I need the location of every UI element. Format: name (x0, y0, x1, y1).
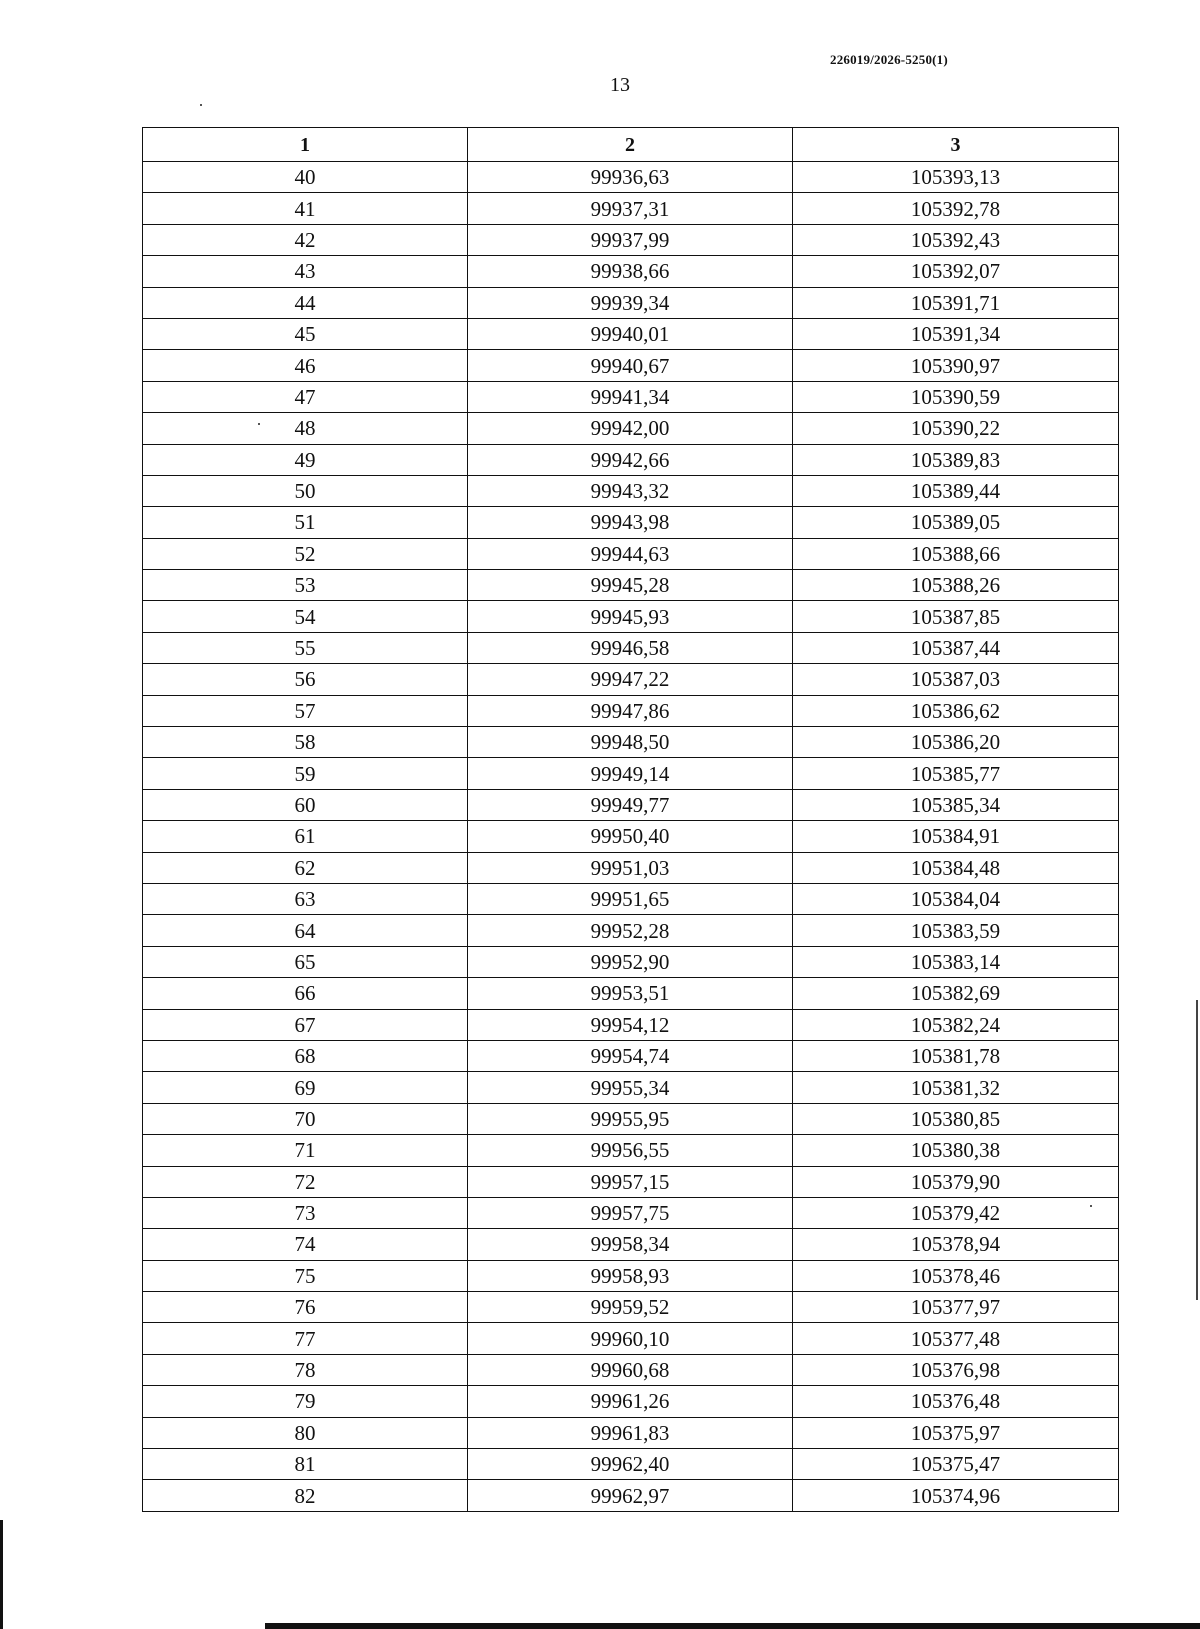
table-row (143, 978, 1119, 1009)
x-coordinate-cell: 99954,12 (468, 1009, 793, 1040)
table-row (143, 1292, 1119, 1323)
y-coordinate-cell: 105387,85 (793, 601, 1119, 632)
table-row (143, 1072, 1119, 1103)
y-coordinate-cell: 105380,85 (793, 1103, 1119, 1134)
y-coordinate-cell: 105381,32 (793, 1072, 1119, 1103)
table-row (143, 256, 1119, 287)
scan-edge-left (0, 1520, 3, 1629)
y-coordinate-cell: 105379,42 (793, 1197, 1119, 1228)
x-coordinate-cell: 99962,40 (468, 1449, 793, 1480)
y-coordinate-cell: 105386,62 (793, 695, 1119, 726)
point-number-cell: 43 (143, 256, 468, 287)
y-coordinate-cell: 105392,43 (793, 224, 1119, 255)
y-coordinate-cell: 105389,05 (793, 507, 1119, 538)
y-coordinate-cell: 105390,59 (793, 381, 1119, 412)
x-coordinate-cell: 99945,28 (468, 570, 793, 601)
point-number-cell: 70 (143, 1103, 468, 1134)
x-coordinate-cell: 99949,77 (468, 789, 793, 820)
point-number-cell: 51 (143, 507, 468, 538)
point-number-cell: 62 (143, 852, 468, 883)
x-coordinate-cell: 99953,51 (468, 978, 793, 1009)
scan-edge-bottom (265, 1623, 1200, 1629)
table-row (143, 789, 1119, 820)
y-coordinate-cell: 105376,48 (793, 1386, 1119, 1417)
x-coordinate-cell: 99952,28 (468, 915, 793, 946)
table-header (143, 128, 1119, 162)
y-coordinate-cell: 105386,20 (793, 727, 1119, 758)
point-number-cell: 57 (143, 695, 468, 726)
point-number-cell: 40 (143, 162, 468, 193)
point-number-cell: 79 (143, 1386, 468, 1417)
scan-speck (258, 423, 260, 425)
x-coordinate-cell: 99958,34 (468, 1229, 793, 1260)
y-coordinate-cell: 105383,59 (793, 915, 1119, 946)
table-body (143, 162, 1119, 1512)
table-row (143, 852, 1119, 883)
table-row (143, 1417, 1119, 1448)
point-number-cell: 60 (143, 789, 468, 820)
document-reference-number: 226019/2026-5250(1) (830, 52, 948, 67)
y-coordinate-cell: 105378,94 (793, 1229, 1119, 1260)
x-coordinate-cell: 99936,63 (468, 162, 793, 193)
page-number: 13 (610, 74, 630, 96)
x-coordinate-cell: 99938,66 (468, 256, 793, 287)
table-row (143, 193, 1119, 224)
y-coordinate-cell: 105377,97 (793, 1292, 1119, 1323)
point-number-cell: 49 (143, 444, 468, 475)
x-coordinate-cell: 99955,34 (468, 1072, 793, 1103)
point-number-cell: 54 (143, 601, 468, 632)
y-coordinate-cell: 105391,71 (793, 287, 1119, 318)
table-row (143, 821, 1119, 852)
y-coordinate-cell: 105384,04 (793, 883, 1119, 914)
table-row (143, 946, 1119, 977)
y-coordinate-cell: 105392,78 (793, 193, 1119, 224)
point-number-cell: 73 (143, 1197, 468, 1228)
x-coordinate-cell: 99939,34 (468, 287, 793, 318)
point-number-cell: 46 (143, 350, 468, 381)
x-coordinate-cell: 99960,68 (468, 1354, 793, 1385)
x-coordinate-cell: 99942,00 (468, 413, 793, 444)
y-coordinate-cell: 105387,03 (793, 664, 1119, 695)
y-coordinate-cell: 105393,13 (793, 162, 1119, 193)
table-row (143, 695, 1119, 726)
table-row (143, 318, 1119, 349)
table-row (143, 1103, 1119, 1134)
table-row (143, 162, 1119, 193)
x-coordinate-cell: 99950,40 (468, 821, 793, 852)
scan-speck (200, 104, 202, 106)
coordinates-table (142, 127, 1119, 1512)
point-number-cell: 41 (143, 193, 468, 224)
point-number-cell: 66 (143, 978, 468, 1009)
table-row (143, 1135, 1119, 1166)
y-coordinate-cell: 105385,34 (793, 789, 1119, 820)
x-coordinate-cell: 99937,99 (468, 224, 793, 255)
point-number-cell: 82 (143, 1480, 468, 1511)
table-row (143, 758, 1119, 789)
x-coordinate-cell: 99961,83 (468, 1417, 793, 1448)
point-number-cell: 48 (143, 413, 468, 444)
table-row (143, 475, 1119, 506)
point-number-cell: 53 (143, 570, 468, 601)
y-coordinate-cell: 105384,91 (793, 821, 1119, 852)
x-coordinate-cell: 99960,10 (468, 1323, 793, 1354)
x-coordinate-cell: 99940,67 (468, 350, 793, 381)
x-coordinate-cell: 99947,22 (468, 664, 793, 695)
x-coordinate-cell: 99949,14 (468, 758, 793, 789)
x-coordinate-cell: 99943,98 (468, 507, 793, 538)
x-coordinate-cell: 99957,15 (468, 1166, 793, 1197)
table-row (143, 915, 1119, 946)
table-row (143, 1040, 1119, 1071)
y-coordinate-cell: 105388,26 (793, 570, 1119, 601)
point-number-cell: 64 (143, 915, 468, 946)
table-row (143, 1009, 1119, 1040)
x-coordinate-cell: 99940,01 (468, 318, 793, 349)
x-coordinate-cell: 99961,26 (468, 1386, 793, 1417)
y-coordinate-cell: 105379,90 (793, 1166, 1119, 1197)
point-number-cell: 44 (143, 287, 468, 318)
y-coordinate-cell: 105376,98 (793, 1354, 1119, 1385)
point-number-cell: 81 (143, 1449, 468, 1480)
y-coordinate-cell: 105392,07 (793, 256, 1119, 287)
table-row (143, 1229, 1119, 1260)
x-coordinate-cell: 99954,74 (468, 1040, 793, 1071)
y-coordinate-cell: 105390,97 (793, 350, 1119, 381)
point-number-cell: 76 (143, 1292, 468, 1323)
x-coordinate-cell: 99955,95 (468, 1103, 793, 1134)
table-header-row (143, 128, 1119, 162)
table-row (143, 883, 1119, 914)
table-row (143, 601, 1119, 632)
x-coordinate-cell: 99944,63 (468, 538, 793, 569)
y-coordinate-cell: 105385,77 (793, 758, 1119, 789)
y-coordinate-cell: 105391,34 (793, 318, 1119, 349)
x-coordinate-cell: 99937,31 (468, 193, 793, 224)
y-coordinate-cell: 105375,97 (793, 1417, 1119, 1448)
y-coordinate-cell: 105382,24 (793, 1009, 1119, 1040)
table-row (143, 350, 1119, 381)
table-row (143, 1480, 1119, 1511)
point-number-cell: 61 (143, 821, 468, 852)
x-coordinate-cell: 99951,65 (468, 883, 793, 914)
x-coordinate-cell: 99962,97 (468, 1480, 793, 1511)
point-number-cell: 50 (143, 475, 468, 506)
x-coordinate-cell: 99958,93 (468, 1260, 793, 1291)
y-coordinate-cell: 105374,96 (793, 1480, 1119, 1511)
y-coordinate-cell: 105378,46 (793, 1260, 1119, 1291)
x-coordinate-cell: 99956,55 (468, 1135, 793, 1166)
point-number-cell: 74 (143, 1229, 468, 1260)
coordinates-table-container (142, 127, 1118, 1512)
table-row (143, 727, 1119, 758)
x-coordinate-cell: 99942,66 (468, 444, 793, 475)
table-row (143, 1197, 1119, 1228)
table-row (143, 1323, 1119, 1354)
x-coordinate-cell: 99948,50 (468, 727, 793, 758)
y-coordinate-cell: 105382,69 (793, 978, 1119, 1009)
table-row (143, 287, 1119, 318)
column-header-1: 1 (143, 128, 468, 162)
table-row (143, 381, 1119, 412)
y-coordinate-cell: 105389,83 (793, 444, 1119, 475)
point-number-cell: 63 (143, 883, 468, 914)
y-coordinate-cell: 105388,66 (793, 538, 1119, 569)
x-coordinate-cell: 99952,90 (468, 946, 793, 977)
point-number-cell: 80 (143, 1417, 468, 1448)
y-coordinate-cell: 105380,38 (793, 1135, 1119, 1166)
point-number-cell: 58 (143, 727, 468, 758)
point-number-cell: 47 (143, 381, 468, 412)
y-coordinate-cell: 105387,44 (793, 632, 1119, 663)
x-coordinate-cell: 99941,34 (468, 381, 793, 412)
point-number-cell: 56 (143, 664, 468, 695)
y-coordinate-cell: 105384,48 (793, 852, 1119, 883)
point-number-cell: 78 (143, 1354, 468, 1385)
table-row (143, 570, 1119, 601)
y-coordinate-cell: 105375,47 (793, 1449, 1119, 1480)
y-coordinate-cell: 105390,22 (793, 413, 1119, 444)
table-row (143, 507, 1119, 538)
x-coordinate-cell: 99957,75 (468, 1197, 793, 1228)
scan-edge-right (1196, 1000, 1198, 1300)
point-number-cell: 69 (143, 1072, 468, 1103)
table-row (143, 664, 1119, 695)
column-header-3: 3 (793, 128, 1119, 162)
table-row (143, 224, 1119, 255)
point-number-cell: 59 (143, 758, 468, 789)
point-number-cell: 52 (143, 538, 468, 569)
scan-speck (1090, 1205, 1092, 1207)
table-row (143, 538, 1119, 569)
table-row (143, 1354, 1119, 1385)
point-number-cell: 72 (143, 1166, 468, 1197)
table-row (143, 1449, 1119, 1480)
column-header-2: 2 (468, 128, 793, 162)
y-coordinate-cell: 105389,44 (793, 475, 1119, 506)
x-coordinate-cell: 99959,52 (468, 1292, 793, 1323)
x-coordinate-cell: 99943,32 (468, 475, 793, 506)
table-row (143, 1386, 1119, 1417)
point-number-cell: 71 (143, 1135, 468, 1166)
point-number-cell: 77 (143, 1323, 468, 1354)
point-number-cell: 75 (143, 1260, 468, 1291)
table-row (143, 632, 1119, 663)
point-number-cell: 65 (143, 946, 468, 977)
point-number-cell: 67 (143, 1009, 468, 1040)
x-coordinate-cell: 99951,03 (468, 852, 793, 883)
table-row (143, 413, 1119, 444)
x-coordinate-cell: 99947,86 (468, 695, 793, 726)
table-row (143, 1166, 1119, 1197)
point-number-cell: 42 (143, 224, 468, 255)
x-coordinate-cell: 99946,58 (468, 632, 793, 663)
y-coordinate-cell: 105381,78 (793, 1040, 1119, 1071)
point-number-cell: 45 (143, 318, 468, 349)
point-number-cell: 55 (143, 632, 468, 663)
table-row (143, 444, 1119, 475)
point-number-cell: 68 (143, 1040, 468, 1071)
x-coordinate-cell: 99945,93 (468, 601, 793, 632)
table-row (143, 1260, 1119, 1291)
y-coordinate-cell: 105377,48 (793, 1323, 1119, 1354)
y-coordinate-cell: 105383,14 (793, 946, 1119, 977)
